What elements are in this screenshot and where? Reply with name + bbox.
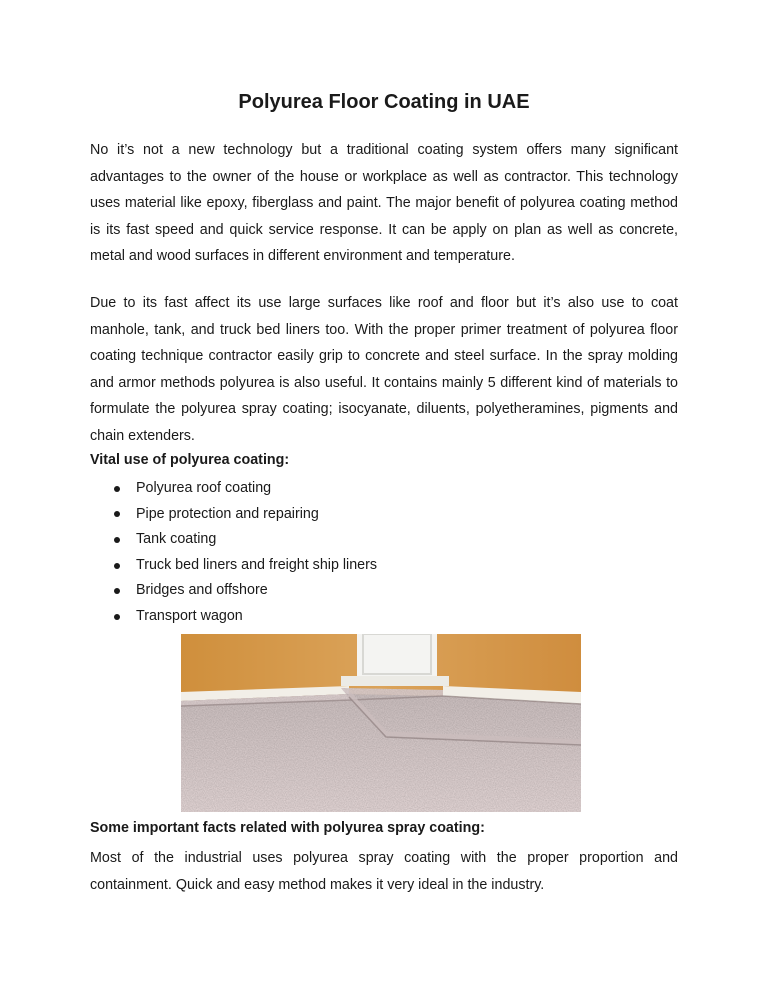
list-item — [90, 553, 678, 579]
list-item-text: Tank coating — [136, 531, 217, 548]
list-item — [90, 527, 678, 553]
bullet-icon — [114, 588, 120, 594]
page-title: Polyurea Floor Coating in UAE — [238, 91, 530, 113]
bullet-icon — [114, 614, 120, 620]
bullet-icon — [114, 486, 120, 492]
intro-paragraph: No it’s not a new technology but a traditional coating system offers many significant advantages to the owner of the house or workplace as well as contractor. This technology uses material like epoxy, fiberglass and paint. The major benefit of polyurea coating method is its fast speed and quick service response. It can be apply on plan as well as concrete, metal and wood surfaces in different environment and temperature. — [90, 142, 678, 264]
bullet-icon — [114, 537, 120, 543]
floor-coating-photo — [181, 634, 581, 812]
vital-use-list — [90, 476, 678, 630]
list-item — [90, 578, 678, 604]
usage-paragraph: Due to its fast affect its use large surfaces like roof and floor but it’s also use to coat manhole, tank, and truck bed liners too. With the proper primer treatment of polyurea floor coating technique contractor easily grip to concrete and steel surface. In the spray molding and armor methods polyurea is also useful. It contains mainly 5 different kind of materials to formulate the polyurea spray coating; isocyanate, diluents, polyetheramines, pigments and chain extenders. — [90, 295, 678, 444]
list-item-text: Transport wagon — [136, 607, 243, 624]
list-item-text: Polyurea roof coating — [136, 480, 272, 496]
list-item-text: Pipe protection and repairing — [136, 505, 319, 522]
list-item — [90, 502, 678, 528]
facts-heading: Some important facts related with polyurea spray coating: — [90, 820, 485, 836]
door-threshold — [341, 676, 449, 686]
vital-use-heading: Vital use of polyurea coating: — [90, 452, 290, 468]
bullet-icon — [114, 511, 120, 517]
bullet-icon — [114, 563, 120, 569]
list-item-text: Bridges and offshore — [136, 582, 268, 599]
list-item — [90, 476, 678, 502]
list-item-text: Truck bed liners and freight ship liners — [136, 556, 378, 573]
facts-paragraph: Most of the industrial uses polyurea spray coating with the proper proportion and containment. Quick and easy method makes it very ideal in the industry. — [90, 850, 678, 893]
list-item — [90, 604, 678, 630]
door-shape — [357, 634, 437, 678]
